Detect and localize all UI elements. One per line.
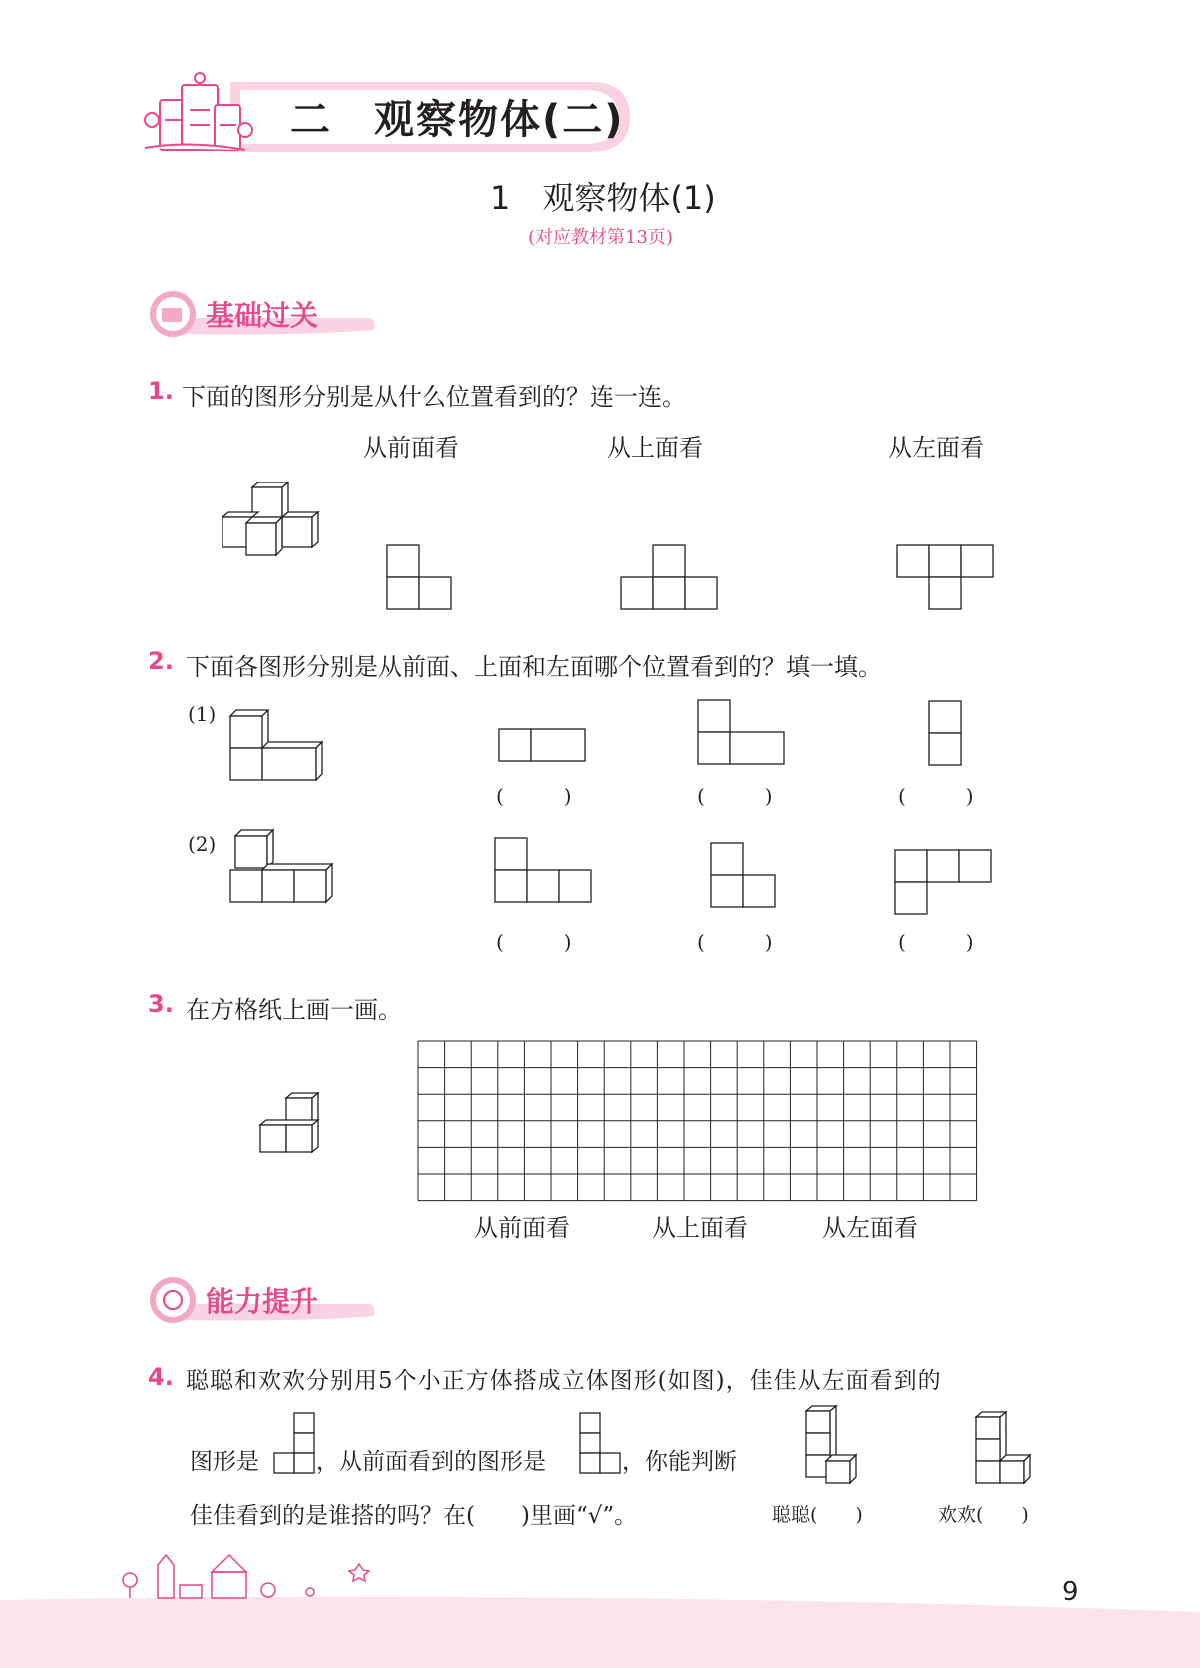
lesson-reference: (对应教材第13页) [528,227,673,248]
q2-1-blank-c[interactable]: ( ) [898,784,974,808]
section-basic-title: 基础过关 [206,299,319,332]
q1-label-left: 从左面看 [888,434,984,462]
q3-label-left: 从左面看 [822,1214,918,1242]
q3-label-top: 从上面看 [652,1214,748,1242]
q2-2-blank-c[interactable]: ( ) [898,930,974,954]
q3-solid [258,1092,322,1154]
footer-castle-icon [123,1555,369,1598]
footer-band [0,1550,1200,1668]
q2-solid-2 [228,828,336,906]
q2-1-view-b [697,698,787,766]
q2-1-view-a [498,727,588,763]
q2-number: 2. [148,647,174,675]
q2-2-view-c [894,848,994,916]
q1-label-front: 从前面看 [363,434,459,462]
q2-1-blank-b[interactable]: ( ) [697,784,773,808]
q4-option-huanhuan[interactable]: 欢欢( ) [938,1504,1029,1526]
q4-line1: 聪聪和欢欢分别用5个小正方体搭成立体图形(如图)，佳佳从左面看到的 [186,1368,942,1394]
lesson-title: 1 观察物体(1) [490,179,716,217]
q4-number: 4. [148,1363,174,1391]
q2-sub2-label: (2) [188,832,217,856]
q2-solid-1 [228,706,323,781]
q2-1-blank-a[interactable]: ( ) [496,784,572,808]
q2-2-blank-b[interactable]: ( ) [697,930,773,954]
q2-sub1-label: (1) [188,702,217,726]
q1-text: 下面的图形分别是从什么位置看到的？连一连。 [182,383,686,411]
section-basic-header [148,290,378,338]
q2-text: 下面各图形分别是从前面、上面和左面哪个位置看到的？填一填。 [186,653,882,681]
chapter-title: 二 观察物体(二) [290,97,625,143]
q2-2-blank-a[interactable]: ( ) [496,930,572,954]
q1-label-top: 从上面看 [607,434,703,462]
q4-line2-c: ，你能判断 [622,1449,737,1475]
q4-line2-a: 图形是 [190,1449,259,1475]
q1-cube-solid [222,482,327,560]
section-advanced-title: 能力提升 [206,1285,319,1318]
q4-line3: 佳佳看到的是谁搭的吗？在( )里画“√”。 [190,1503,638,1529]
section-advanced-header [148,1276,378,1324]
q2-1-view-c [928,699,964,767]
q4-left-view-figure [272,1412,316,1476]
q3-grid-paper[interactable] [417,1040,979,1202]
q4-front-view-figure [578,1412,622,1476]
q4-congcong-solid [802,1404,858,1486]
q1-view-c [896,544,994,610]
q1-view-a [386,544,452,610]
q3-text: 在方格纸上画一画。 [186,996,402,1024]
q1-view-b [620,544,718,610]
q2-2-view-a [494,836,592,904]
q2-2-view-b [710,841,778,909]
q3-label-front: 从前面看 [474,1214,570,1242]
q1-number: 1. [148,377,174,405]
q4-huanhuan-solid [974,1410,1036,1488]
page-number: 9 [1062,1577,1079,1607]
q3-number: 3. [148,990,174,1018]
q4-line2-b: ，从前面看到的图形是 [316,1449,546,1475]
book-icon [162,308,182,322]
q4-option-congcong[interactable]: 聪聪( ) [772,1504,863,1526]
